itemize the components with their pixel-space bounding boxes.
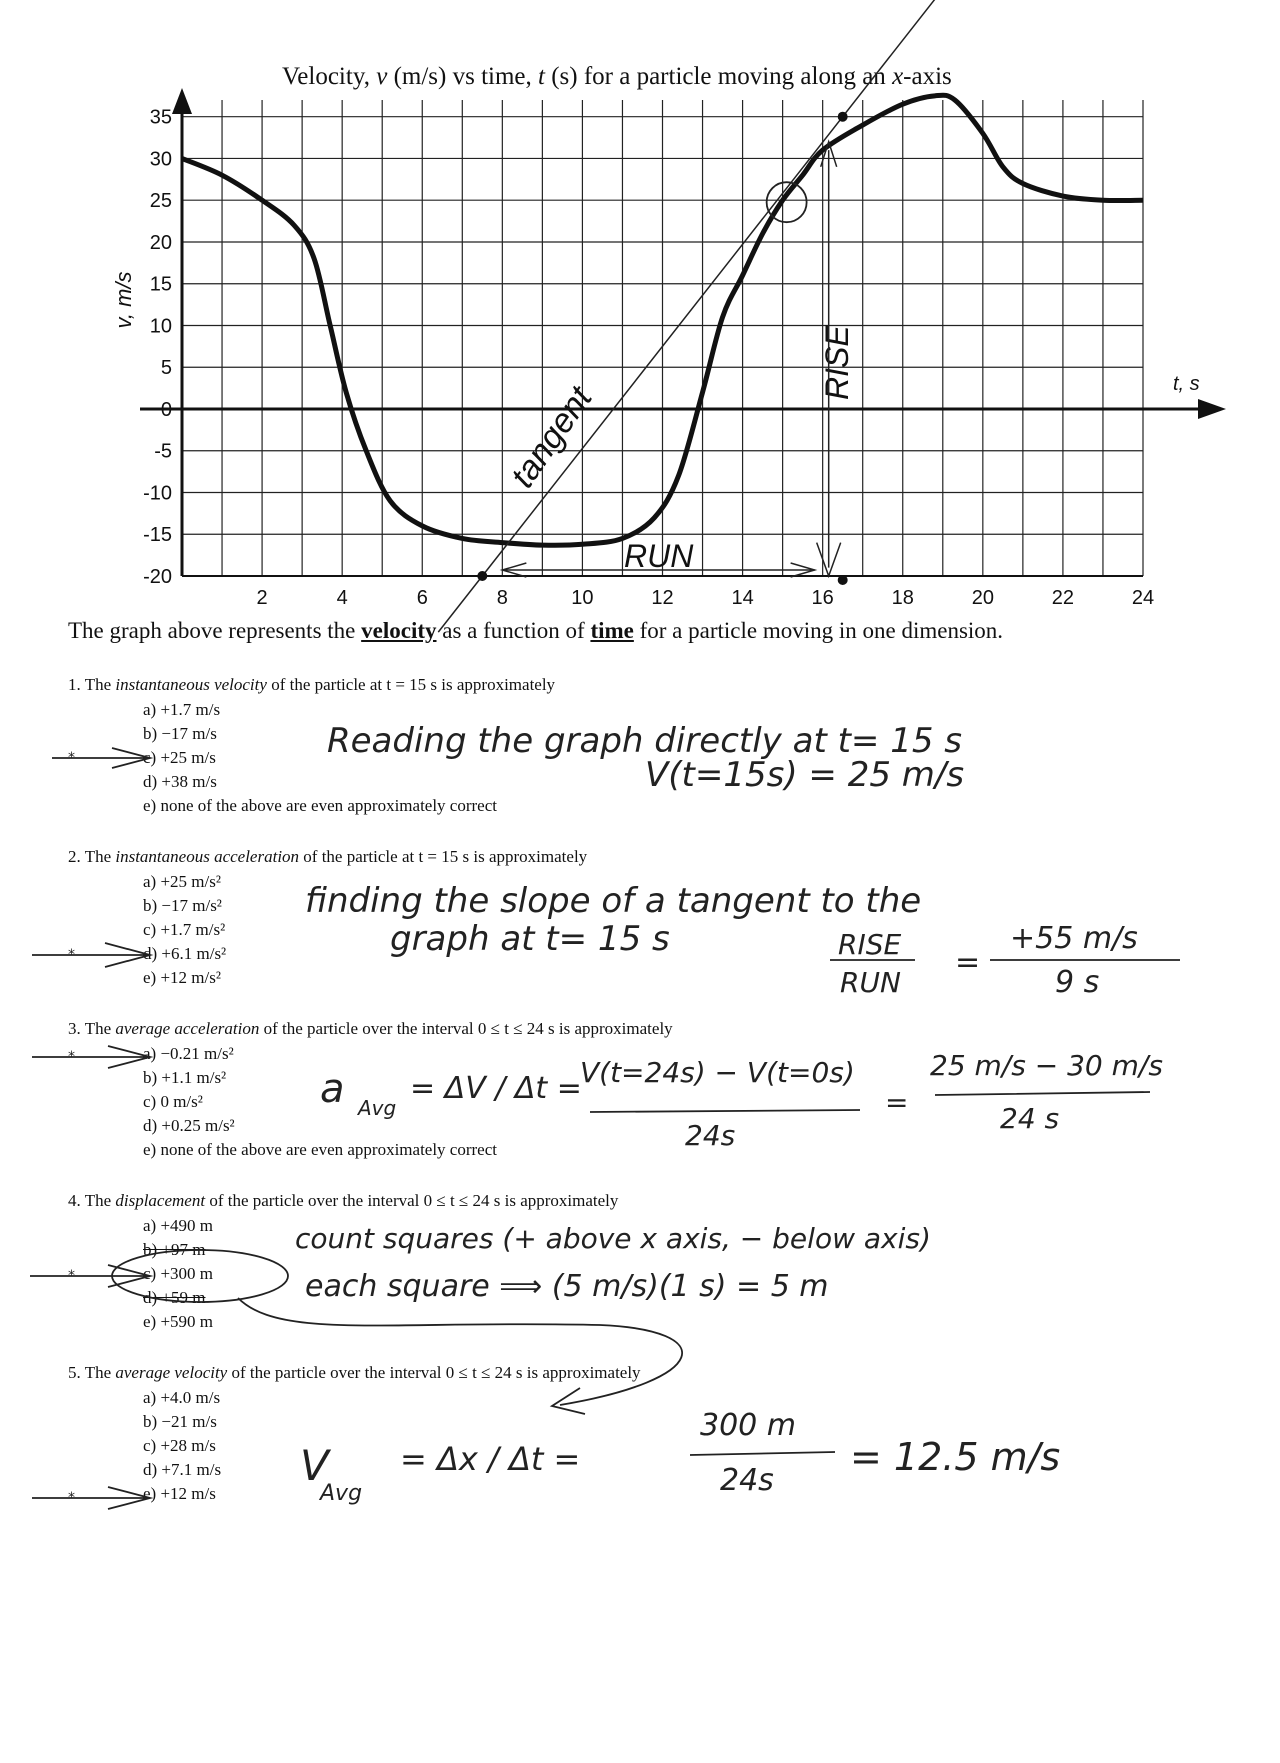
note-q5-v: V (300, 1441, 329, 1490)
star-q4: * (68, 1268, 75, 1284)
note-q3-num2: 25 m/s − 30 m/s (930, 1049, 1163, 1082)
x-tick-label: 16 (811, 587, 834, 609)
run-end-point (838, 575, 848, 585)
tangent-point (838, 112, 848, 122)
question-text: 5. The average velocity of the particle over the interval 0 ≤ t ≤ 24 s is approximately (68, 1363, 641, 1382)
note-q3-eq: = (885, 1086, 909, 1119)
y-tick-label: 15 (149, 273, 172, 296)
note-q4-line2: each square ⟹ (5 m/s)(1 s) = 5 m (305, 1269, 829, 1304)
question-5 (68, 1363, 1168, 1506)
x-tick-label: 8 (496, 587, 508, 609)
note-q5-frac: = Δx / Δt = (400, 1440, 581, 1478)
option-b[interactable]: b) −17 m/s (143, 724, 217, 743)
x-tick-label: 4 (336, 587, 348, 609)
note-q3-avg: Avg (358, 1096, 397, 1120)
question-3 (68, 1019, 1168, 1162)
y-tick-label: 25 (149, 190, 172, 213)
y-tick-label: -20 (143, 566, 172, 588)
note-q3-den2: 24 s (1000, 1102, 1060, 1135)
note-q2-line2: graph at t= 15 s (390, 919, 670, 959)
option-b[interactable]: b) −17 m/s² (143, 896, 222, 915)
option-d[interactable]: d) +59 m (143, 1288, 206, 1307)
option-d[interactable]: d) +38 m/s (143, 772, 217, 791)
velocity-chart (0, 0, 1280, 640)
option-e[interactable]: e) none of the above are even approximately correct (143, 1140, 497, 1159)
note-q2-rise: RISE (838, 928, 902, 961)
caption-velocity: velocity (361, 618, 437, 643)
note-q4-line1: count squares (+ above x axis, − below axis) (295, 1222, 931, 1255)
option-c[interactable]: c) +300 m (143, 1264, 214, 1283)
note-q2-line1: finding the slope of a tangent to the (305, 881, 922, 921)
option-e[interactable]: e) none of the above are even approximately correct (143, 796, 497, 815)
tangent-point (477, 571, 487, 581)
answer-options (143, 1214, 1168, 1334)
star-q1: * (68, 750, 75, 766)
question-text: 1. The instantaneous velocity of the particle at t = 15 s is approximately (68, 675, 556, 694)
note-q3-num: V(t=24s) − V(t=0s) (580, 1056, 855, 1089)
chart-title: Velocity, v (m/s) vs time, t (s) for a particle moving along an x-axis (282, 63, 952, 90)
note-q3-den: 24s (685, 1119, 736, 1152)
x-tick-label: 10 (571, 587, 594, 609)
question-text: 2. The instantaneous acceleration of the particle at t = 15 s is approximately (68, 847, 588, 866)
note-q1-line2: V(t=15s) = 25 m/s (645, 755, 965, 795)
option-a[interactable]: a) +4.0 m/s (143, 1388, 221, 1407)
note-q2-eq: = (955, 945, 981, 980)
y-tick-label: -15 (143, 524, 172, 547)
option-a[interactable]: a) −0.21 m/s² (143, 1044, 234, 1063)
question-text: 4. The displacement of the particle over the interval 0 ≤ t ≤ 24 s is approximately (68, 1191, 619, 1210)
option-c[interactable]: c) +1.7 m/s² (143, 920, 226, 939)
y-tick-label: 30 (149, 148, 172, 171)
option-c[interactable]: c) +25 m/s (143, 748, 216, 767)
option-a[interactable]: a) +1.7 m/s (143, 700, 221, 719)
note-q5-num: 300 m (700, 1408, 797, 1443)
option-b[interactable]: b) −21 m/s (143, 1412, 217, 1431)
note-q5-avg: Avg (320, 1481, 363, 1506)
x-axis-arrow-icon (1198, 399, 1226, 419)
option-e[interactable]: e) +12 m/s² (143, 968, 221, 987)
question-2 (68, 847, 1168, 990)
note-q3-frac: = ΔV / Δt = (410, 1071, 582, 1106)
rise-label: RISE (819, 325, 855, 400)
option-a[interactable]: a) +25 m/s² (143, 872, 221, 891)
y-axis-arrow-icon (172, 88, 192, 114)
star-q2: * (68, 947, 75, 963)
x-tick-label: 18 (891, 587, 914, 609)
option-d[interactable]: d) +6.1 m/s² (143, 944, 227, 963)
note-q5-result: = 12.5 m/s (850, 1435, 1061, 1479)
chart-annotations (438, 0, 943, 632)
caption-time: time (590, 618, 634, 643)
note-q1-line1: Reading the graph directly at t= 15 s (327, 721, 962, 761)
x-tick-label: 14 (731, 587, 754, 609)
x-tick-label: 6 (416, 587, 428, 609)
y-tick-label: 35 (149, 106, 172, 129)
option-c[interactable]: c) +28 m/s (143, 1436, 216, 1455)
answer-options (143, 1042, 1168, 1162)
question-1 (68, 675, 1168, 818)
y-tick-label: -5 (154, 440, 172, 463)
option-d[interactable]: d) +0.25 m/s² (143, 1116, 235, 1135)
note-q2-run: RUN (840, 966, 901, 999)
x-tick-label: 20 (971, 587, 994, 609)
x-tick-label: 12 (651, 587, 674, 609)
note-q5-den: 24s (720, 1463, 774, 1498)
answer-options (143, 870, 1168, 990)
option-d[interactable]: d) +7.1 m/s (143, 1460, 222, 1479)
option-c[interactable]: c) 0 m/s² (143, 1092, 203, 1111)
note-q2-den: 9 s (1055, 965, 1100, 1000)
y-tick-label: 5 (160, 357, 172, 380)
x-tick-label: 22 (1051, 587, 1075, 609)
option-b[interactable]: b) +1.1 m/s² (143, 1068, 227, 1087)
question-4 (68, 1191, 1168, 1334)
y-tick-label: 20 (149, 231, 172, 254)
tangent-label: tangent (503, 379, 600, 495)
y-tick-label: -10 (143, 482, 172, 505)
y-tick-label: 0 (160, 398, 172, 421)
x-axis-label: t, s (1173, 373, 1200, 395)
y-tick-label: 10 (149, 315, 172, 338)
option-b[interactable]: b) +97 m (143, 1240, 206, 1259)
option-a[interactable]: a) +490 m (143, 1216, 214, 1235)
y-axis-label: v, m/s (111, 271, 136, 329)
x-tick-label: 2 (256, 587, 268, 609)
run-label: RUN (624, 538, 694, 574)
answer-options (143, 698, 1168, 818)
question-text: 3. The average acceleration of the particle over the interval 0 ≤ t ≤ 24 s is approximately (68, 1019, 673, 1038)
star-q5: * (68, 1490, 75, 1506)
answer-options (143, 1386, 1168, 1506)
graph-caption: The graph above represents the velocity as a function of time for a particle moving in one dimension. (68, 618, 1004, 643)
note-q3-a: a (320, 1066, 345, 1112)
option-e[interactable]: e) +12 m/s (143, 1484, 216, 1503)
x-tick-label: 24 (1131, 587, 1155, 609)
star-q3: * (68, 1049, 75, 1065)
note-q2-num: +55 m/s (1010, 921, 1138, 956)
option-e[interactable]: e) +590 m (143, 1312, 214, 1331)
